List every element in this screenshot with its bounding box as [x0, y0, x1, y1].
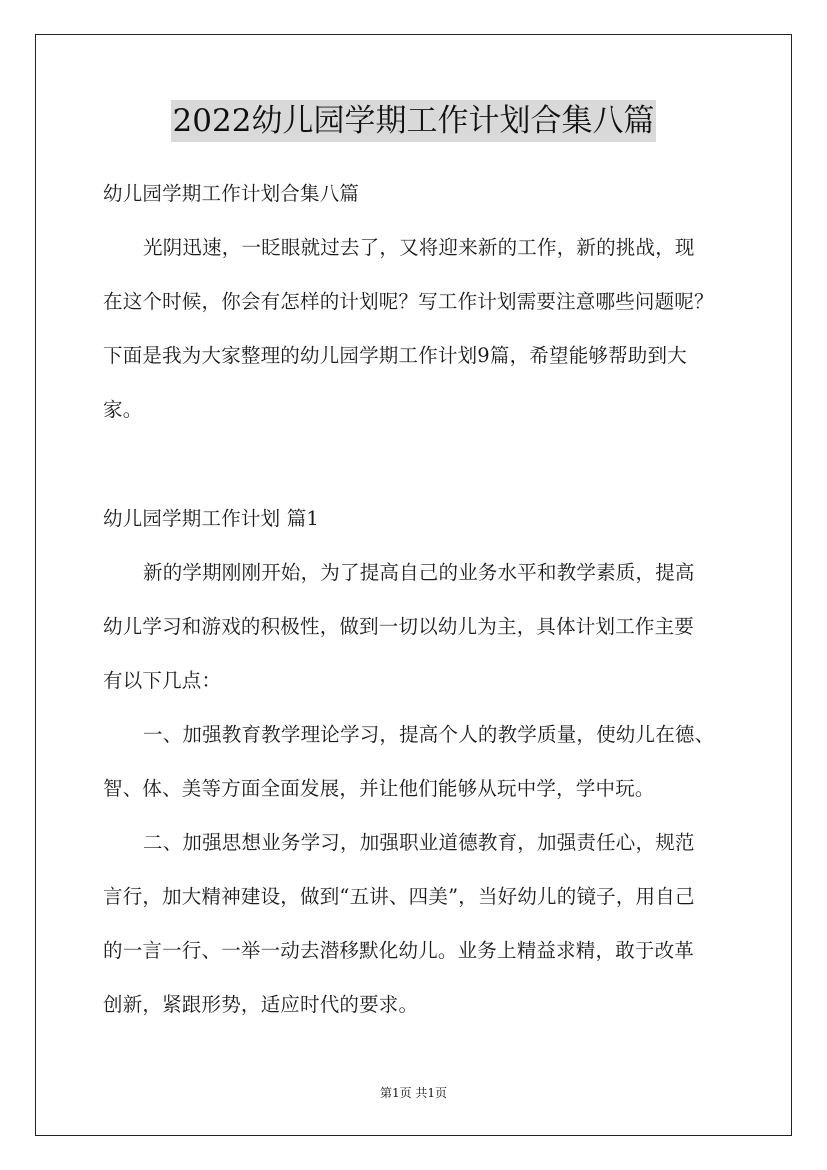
paragraph-line: 幼儿学习和游戏的积极性，做到一切以幼儿为主，具体计划工作主要 [103, 615, 695, 638]
paragraph-line: 创新，紧跟形势，适应时代的要求。 [103, 993, 419, 1016]
paragraph-line: 有以下几点： [103, 669, 222, 692]
paragraph-line: 新的学期刚刚开始，为了提高自己的业务水平和教学素质，提高 [143, 561, 695, 584]
paragraph-line: 的一言一行、一举一动去潜移默化幼儿。业务上精益求精，敢于改革 [103, 939, 695, 962]
paragraph-line: 二、加强思想业务学习，加强职业道德教育，加强责任心，规范 [143, 831, 695, 854]
paragraph-line: 在这个时候，你会有怎样的计划呢？写工作计划需要注意哪些问题呢？ [103, 290, 714, 313]
document-title: 2022幼儿园学期工作计划合集八篇 [171, 100, 657, 142]
paragraph-line: 言行，加大精神建设，做到“五讲、四美”，当好幼儿的镜子，用自己 [103, 885, 695, 908]
subtitle-line: 幼儿园学期工作计划合集八篇 [103, 182, 360, 205]
paragraph-line: 家。 [103, 398, 143, 421]
paragraph-line: 智、体、美等方面全面发展，并让他们能够从玩中学，学中玩。 [103, 777, 655, 800]
section-heading: 幼儿园学期工作计划 篇1 [103, 507, 320, 530]
page-footer: 第1页 共1页 [379, 1086, 448, 1100]
title-container [0, 100, 827, 142]
paragraph-line: 光阴迅速，一眨眼就过去了，又将迎来新的工作，新的挑战，现 [143, 236, 695, 259]
paragraph-line: 一、加强教育教学理论学习，提高个人的教学质量，使幼儿在德、 [143, 723, 715, 746]
paragraph-line: 下面是我为大家整理的幼儿园学期工作计划9篇，希望能够帮助到大 [103, 344, 687, 367]
